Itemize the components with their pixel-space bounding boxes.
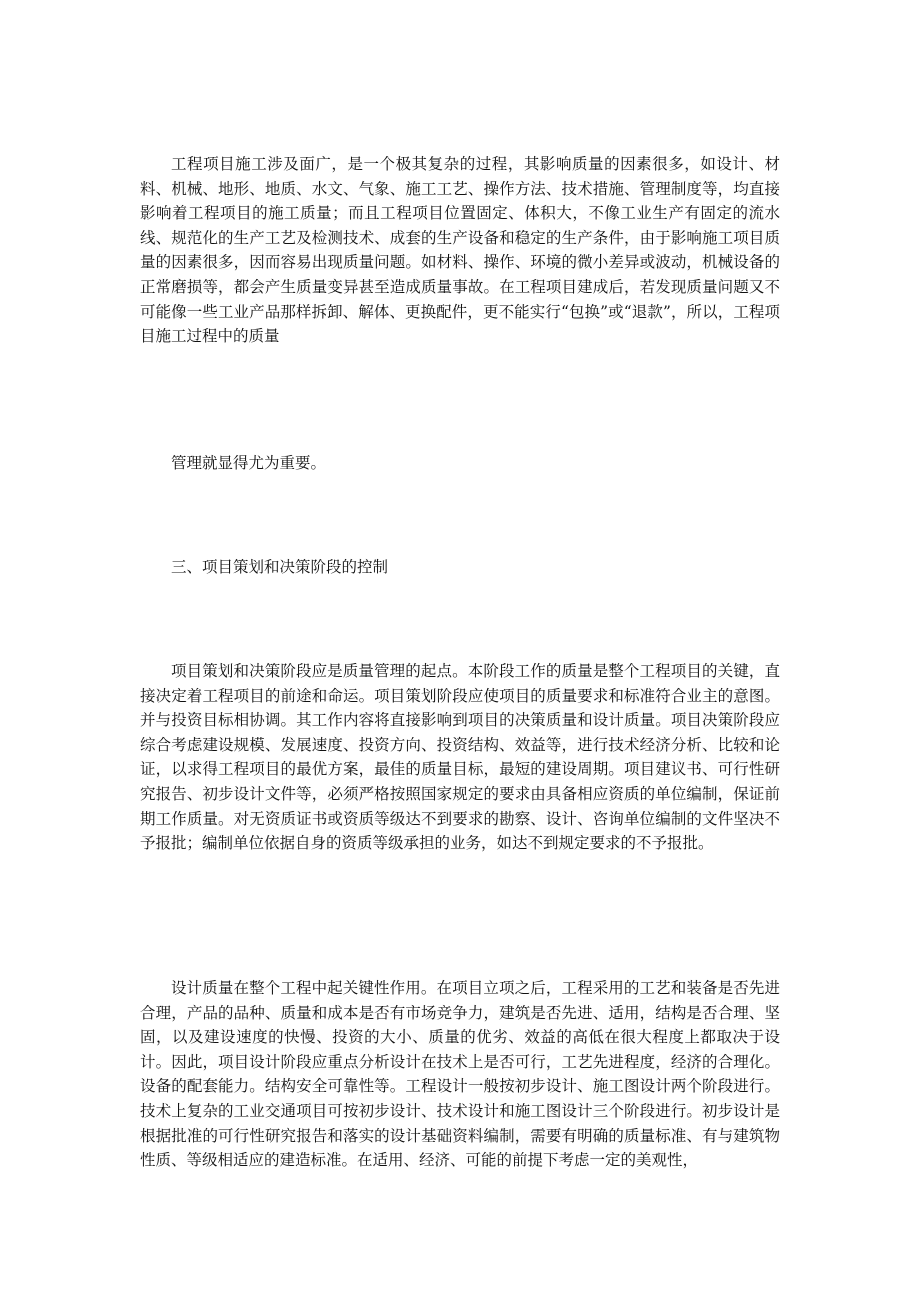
- section-heading-planning-decision: 三、项目策划和决策阶段的控制: [171, 558, 389, 576]
- paragraph-continuation: 管理就显得尤为重要。: [171, 454, 327, 472]
- paragraph-construction-quality-factors: 工程项目施工涉及面广，是一个极其复杂的过程，其影响质量的因素很多，如设计、材料、机械、地形、地质、水文、气象、施工工艺、操作方法、技术措施、管理制度等，均直接影响着工程项目的施工质量；而且工程项目位置固定、体积大，不像工业生产有固定的流水线、规范化的生产工艺及检测技术、成套的生产设备和稳定的生产条件，由于影响施工项目质量的因素很多，因而容易出现质量问题。如材料、操作、环境的微小差异或波动，机械设备的正常磨损等，都会产生质量变异甚至造成质量事故。在工程项目建成后，若发现质量问题又不可能像一些工业产品那样拆卸、解体、更换配件，更不能实行“包换”或“退款”，所以，工程项目施工过程中的质量: [140, 155, 780, 346]
- paragraph-design-quality: 设计质量在整个工程中起关键性作用。在项目立项之后，工程采用的工艺和装备是否先进合理，产品的品种、质量和成本是否有市场竞争力，建筑是否先进、适用，结构是否合理、坚固，以及建设速度的快慢、投资的大小、质量的优劣、效益的高低在很大程度上都取决于设计。因此，项目设计阶段应重点分析设计在技术上是否可行，工艺先进程度，经济的合理化。设备的配套能力。结构安全可靠性等。工程设计一般按初步设计、施工图设计两个阶段进行。技术上复杂的工业交通项目可按初步设计、技术设计和施工图设计三个阶段进行。初步设计是根据批准的可行性研究报告和落实的设计基础资料编制，需要有明确的质量标准、有与建筑物性质、等级相适应的建造标准。在适用、经济、可能的前提下考虑一定的美观性，: [140, 979, 780, 1170]
- paragraph-planning-decision-control: 项目策划和决策阶段应是质量管理的起点。本阶段工作的质量是整个工程项目的关键，直接决定着工程项目的前途和命运。项目策划阶段应使项目的质量要求和标准符合业主的意图。并与投资目标相协调。其工作内容将直接影响到项目的决策质量和设计质量。项目决策阶段应综合考虑建设规模、发展速度、投资方向、投资结构、效益等，进行技术经济分析、比较和论证，以求得工程项目的最优方案，最佳的质量目标，最短的建设周期。项目建议书、可行性研究报告、初步设计文件等，必须严格按照国家规定的要求由具备相应资质的单位编制，保证前期工作质量。对无资质证书或资质等级达不到要求的勘察、设计、咨询单位编制的文件坚决不予报批；编制单位依据自身的资质等级承担的业务，如达不到规定要求的不予报批。: [140, 662, 780, 853]
